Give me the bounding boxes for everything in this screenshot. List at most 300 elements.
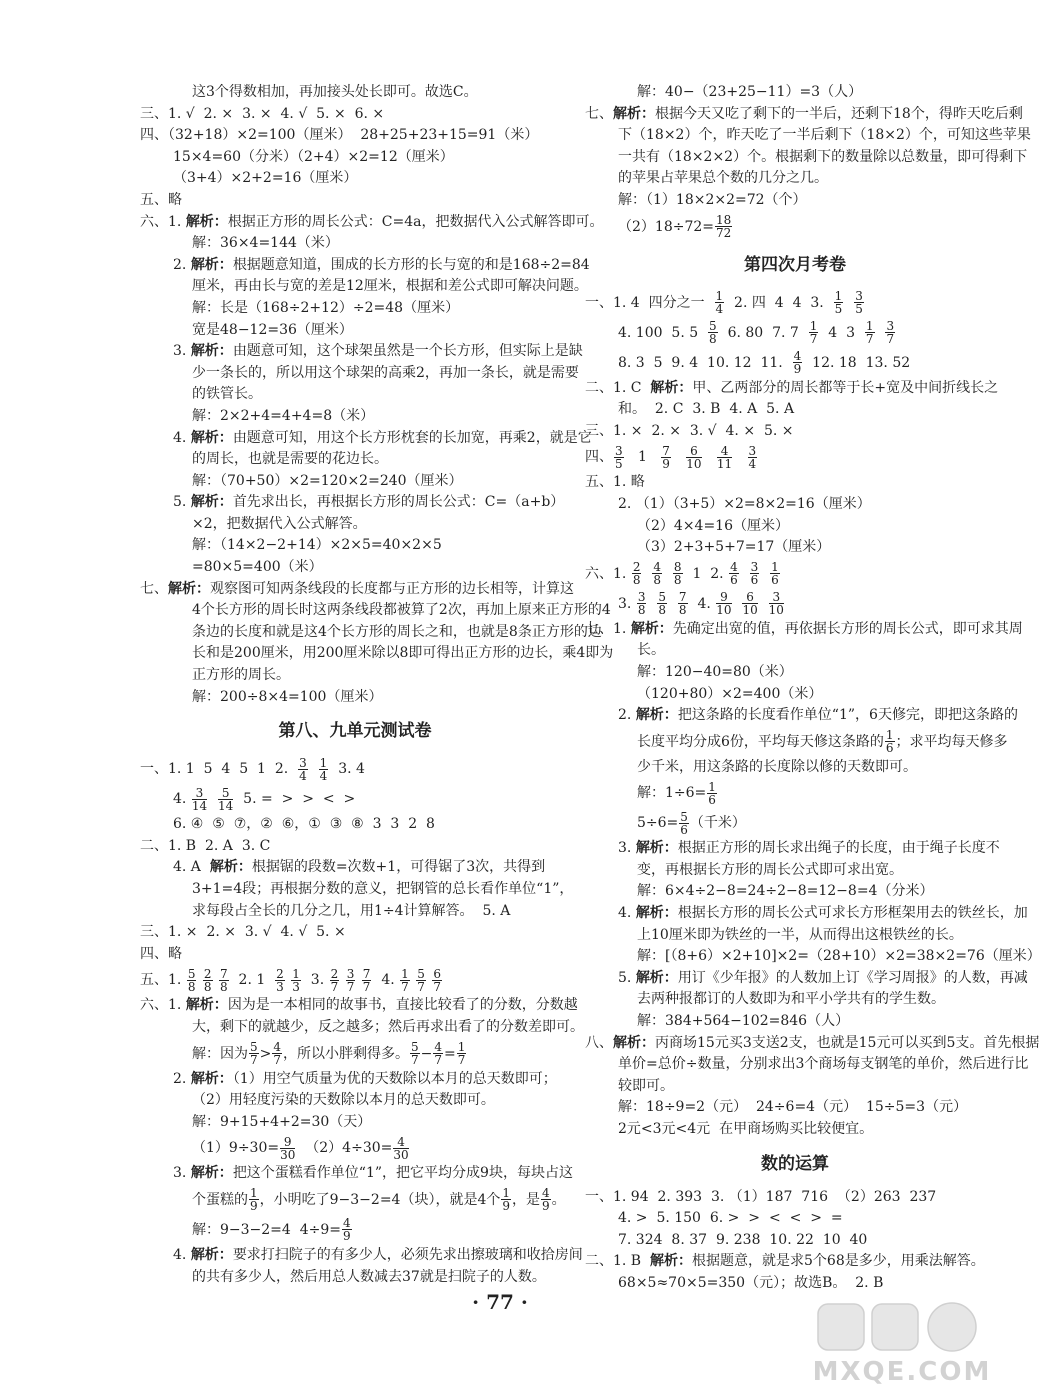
- text-line: [585, 684, 1005, 706]
- item-number: 七、: [585, 105, 613, 122]
- text-line: [140, 298, 570, 320]
- fraction-denominator: 10: [686, 456, 702, 471]
- watermark-logo: [812, 1300, 992, 1392]
- analysis-text: 丙商场15元买3支送2支，也就是15元可以买到5支。首先根据: [655, 1034, 1040, 1051]
- fraction-numerator: 9: [280, 1136, 295, 1149]
- fraction-denominator: 6: [730, 573, 738, 588]
- text-line: [140, 665, 570, 687]
- line-text: 解：[（8+6）×2+10]×2=（28+10）×2=38×2=76（厘米）: [637, 948, 1041, 965]
- text-line: [140, 901, 570, 923]
- fraction: [707, 781, 717, 806]
- fraction-denominator: 4: [299, 768, 307, 783]
- fraction-numerator: 4: [273, 1040, 282, 1055]
- line-text: 四、（32+18）×2=100（厘米） 28+25+23+15=91（米）: [140, 127, 539, 144]
- fraction-numerator: 3: [192, 787, 207, 800]
- fraction-denominator: 4: [748, 456, 757, 471]
- fraction-numerator: 4: [730, 560, 738, 575]
- line-text: [214, 972, 218, 988]
- text-line: [585, 472, 1005, 494]
- line-text: 7. 324 8. 37 9. 238 10. 22 10 40: [618, 1231, 868, 1248]
- text-line: [585, 1230, 1005, 1252]
- fraction-numerator: 1: [457, 1040, 466, 1055]
- fraction-denominator: 5: [615, 456, 623, 471]
- analysis-label: 解析：: [190, 1165, 233, 1182]
- fraction-numerator: 7: [678, 590, 687, 605]
- analysis-text: （1）用空气质量为优的天数除以本月的总天数即可；: [232, 1070, 557, 1087]
- line-text: [309, 761, 318, 777]
- line-text: 二、1. B 2. A 3. C: [140, 837, 271, 854]
- analysis-text: 把这条路的长度看作单位“1”，6天修完，即把这条路的: [677, 707, 1018, 724]
- line-text: （2）4÷30=: [296, 1140, 393, 1157]
- text-line: [585, 147, 1028, 169]
- fraction: [319, 757, 329, 782]
- text-line: [585, 589, 1005, 619]
- line-text: 4.: [372, 972, 400, 989]
- fraction-numerator: 2: [276, 966, 284, 981]
- text-line: [585, 1187, 1005, 1209]
- text-line: [140, 1039, 570, 1069]
- text-line: [585, 559, 1005, 589]
- analysis-label: 解析：: [635, 969, 678, 986]
- fraction-denominator: 10: [716, 603, 732, 618]
- svg-text:MXQE.COM: MXQE.COM: [812, 1357, 992, 1387]
- text-line: [140, 784, 570, 814]
- fraction: [673, 561, 683, 586]
- fraction-denominator: 8: [709, 332, 717, 347]
- text-line: [585, 378, 1005, 400]
- fraction: [410, 1041, 420, 1066]
- line-text: −: [420, 1045, 433, 1062]
- item-number: 5.: [173, 494, 191, 511]
- fraction-numerator: 4: [542, 1186, 550, 1201]
- line-text: 68×5≈70×5=350（元）；故选B。 2. B: [618, 1274, 884, 1291]
- line-text: 一共有（18×2×2）个。根据剩下的数量除以总数量，即可得剩下: [618, 148, 1028, 165]
- item-number: 2.: [173, 1070, 191, 1087]
- line-text: 解：6×4÷2−8=24÷2−8=12−8=4（分米）: [637, 883, 934, 900]
- line-text: （千米）: [689, 815, 746, 832]
- text-line: [585, 968, 1028, 990]
- text-line: [585, 757, 1005, 779]
- fraction: [400, 968, 410, 993]
- fraction-numerator: 9: [716, 591, 731, 604]
- fraction-denominator: 8: [653, 573, 661, 588]
- fraction: [729, 561, 739, 586]
- analysis-text: 由题意可知，这个球架虽然是一个长方形，但实际上是缺: [232, 343, 583, 360]
- line-text: 4 3: [819, 324, 864, 341]
- line-text: 解：120−40=80（米）: [637, 663, 793, 680]
- fraction-denominator: 5: [834, 302, 843, 317]
- analysis-text: 要求打扫院子的有多少人，必须先求出擦玻璃和收拾房间: [232, 1246, 583, 1263]
- analysis-label: 解析：: [635, 840, 678, 857]
- fraction-numerator: 3: [346, 966, 355, 981]
- fraction: [541, 1187, 551, 1212]
- fraction: [715, 290, 725, 315]
- item-number: 4.: [173, 429, 191, 446]
- line-text: 12. 18 13. 52: [803, 354, 911, 371]
- line-text: 单价=总价÷数量，分别求出3个商场每支钢笔的单价，然后进行比: [618, 1056, 1029, 1073]
- fraction-denominator: 7: [346, 979, 355, 994]
- text-line: [585, 838, 1005, 860]
- text-line: [140, 428, 592, 450]
- item-number: 七、1.: [585, 620, 631, 637]
- fraction: [330, 968, 340, 993]
- line-text: 3.: [618, 595, 636, 612]
- fraction: [272, 1041, 282, 1066]
- fraction: [652, 561, 662, 586]
- text-line: [140, 320, 570, 342]
- text-line: [585, 1208, 1005, 1230]
- fraction: [679, 811, 689, 836]
- text-line: [140, 687, 570, 709]
- text-line: [140, 1133, 570, 1163]
- fraction: [834, 290, 844, 315]
- text-line: [585, 1033, 1040, 1055]
- fraction-denominator: 7: [401, 979, 409, 994]
- line-text: 4个长方形的周长时这两条线段都被算了2次，再加上原来正方形的4: [192, 602, 611, 619]
- item-number: 2.: [618, 707, 636, 724]
- fraction: [748, 445, 758, 470]
- text-line: [140, 406, 570, 428]
- analysis-text: 用订《少年报》的人数加上订《学习周报》的人数，再减: [677, 969, 1028, 986]
- text-line: [140, 1017, 584, 1039]
- line-text: ，是: [512, 1191, 541, 1208]
- item-number: 3.: [618, 840, 636, 857]
- fraction-numerator: 5: [187, 966, 196, 981]
- fraction: [678, 591, 688, 616]
- analysis-label: 解析：: [635, 707, 678, 724]
- fraction: [614, 445, 624, 470]
- line-text: [733, 596, 742, 612]
- fraction-denominator: 7: [865, 332, 874, 347]
- fraction-numerator: 1: [250, 1186, 258, 1201]
- item-number: 2.: [173, 256, 191, 273]
- fraction: [501, 1187, 511, 1212]
- text-line: [140, 190, 570, 212]
- fraction: [717, 445, 732, 470]
- fraction: [203, 968, 213, 993]
- fraction-denominator: 7: [433, 979, 441, 994]
- line-text: [197, 972, 201, 988]
- fraction: [433, 1041, 443, 1066]
- fraction-numerator: 8: [673, 560, 682, 575]
- section-title: 第八、九单元测试卷: [278, 721, 432, 742]
- fraction: [793, 350, 803, 375]
- line-text: 条边的长度和就是这4个长方形的周长之和，也就是8条正方形的边: [192, 623, 602, 640]
- fraction: [865, 320, 875, 345]
- text-line: [585, 860, 1005, 882]
- text-line: [140, 471, 570, 493]
- analysis-text: 先确定出宽的值，再依据长方形的周长公式，即可求其周: [672, 620, 1023, 637]
- text-line: [585, 1076, 1005, 1098]
- line-text: 解：因为: [192, 1045, 248, 1062]
- line-text: 宽是48−12=36（厘米）: [192, 321, 353, 338]
- text-line: [140, 535, 570, 557]
- line-text: 2. （1）（3+5）×2=8×2=16（厘米）: [618, 495, 871, 512]
- fraction-numerator: 3: [748, 443, 757, 458]
- fraction-denominator: 3: [276, 979, 284, 994]
- line-text: [703, 449, 716, 465]
- text-line: [585, 537, 1005, 559]
- analysis-text: 甲、乙两部分的周长都等于长+宽及中间折线长之: [692, 379, 999, 396]
- fraction: [708, 320, 718, 345]
- line-text: [411, 972, 415, 988]
- fraction-denominator: 9: [542, 1199, 550, 1214]
- analysis-text: 首先求出长，再根据长方形的周长公式：C=（a+b）: [232, 494, 565, 511]
- line-text: [672, 449, 685, 465]
- text-line: [585, 125, 1031, 147]
- line-text: [356, 972, 360, 988]
- item-number: 六、1.: [140, 213, 186, 230]
- item-number: 3.: [173, 1165, 191, 1182]
- fraction-numerator: 1: [809, 319, 818, 334]
- line-text: （1）9÷30=: [192, 1140, 280, 1157]
- line-text: 解：1÷6=: [637, 785, 707, 802]
- line-text: 长。: [637, 642, 665, 659]
- text-line: [140, 168, 570, 190]
- line-text: 长和是200厘米，用200厘米除以8即可得出正方形的边长，乘4即为: [192, 645, 614, 662]
- line-text: 3. 4: [329, 761, 365, 778]
- text-line: [585, 318, 1005, 348]
- fraction-denominator: 7: [362, 979, 371, 994]
- analysis-label: 解析：: [190, 256, 233, 273]
- line-text: （3）2+3+5+7=17（厘米）: [637, 539, 831, 556]
- fraction-denominator: 6: [771, 573, 779, 588]
- fraction-denominator: 8: [673, 573, 682, 588]
- analysis-label: 解析：: [190, 429, 233, 446]
- line-text: （120+80）×2=400（米）: [637, 685, 823, 702]
- right-column: [585, 82, 1041, 1295]
- fraction-denominator: 8: [658, 603, 666, 618]
- fraction: [280, 1136, 295, 1161]
- analysis-text: 因为是一本相同的故事书，直接比较看了的分数，分数越: [227, 997, 578, 1014]
- analysis-text: 把这个蛋糕看作单位“1”，把它平均分成9块，每块占这: [232, 1165, 573, 1182]
- fraction-numerator: 7: [220, 966, 228, 981]
- text-line: [140, 82, 570, 104]
- analysis-text: 由题意可知，用这个长方形枕套的长加宽，再乘2，就是它: [232, 429, 592, 446]
- fraction-numerator: 5: [709, 319, 717, 334]
- section-title: 第四次月考卷: [744, 254, 846, 275]
- fraction: [854, 290, 864, 315]
- fraction: [219, 968, 229, 993]
- fraction-numerator: 4: [434, 1040, 443, 1055]
- analysis-text: 根据正方形的周长求出绳子的长度，由于绳子长度不: [677, 840, 1000, 857]
- fraction-denominator: 7: [330, 979, 339, 994]
- fraction-numerator: 4: [343, 1216, 351, 1231]
- fraction: [686, 445, 701, 470]
- fraction-denominator: 4: [715, 302, 724, 317]
- line-text: 解：200÷8×4=100（厘米）: [192, 688, 383, 705]
- line-text: 解：9+15+4+2=30（天）: [192, 1113, 372, 1130]
- fraction-denominator: 8: [632, 573, 641, 588]
- line-text: [668, 596, 677, 612]
- line-text: 三、1. × 2. × 3. √ 4. × 5. ×: [585, 422, 794, 439]
- text-line: [140, 1163, 573, 1185]
- fraction-numerator: 4: [393, 1136, 408, 1149]
- line-text: 解：长是（168÷2+12）÷2=48（厘米）: [192, 299, 460, 316]
- fraction: [885, 729, 895, 754]
- fraction-denominator: 4: [319, 768, 328, 783]
- fraction: [192, 787, 207, 812]
- text-line: [140, 579, 574, 601]
- analysis-text: 根据正方形的周长公式：C=4a，把数据代入公式解答即可。: [227, 213, 604, 230]
- line-text: [733, 449, 746, 465]
- text-line: [585, 1097, 1005, 1119]
- fraction: [750, 561, 760, 586]
- line-text: ；求平均每天修多: [895, 733, 1008, 750]
- line-text: 2元<3元<4元 在甲商场购买比较便宜。: [618, 1121, 874, 1137]
- item-number: 二、1. C: [585, 379, 651, 396]
- fraction-denominator: 6: [680, 822, 688, 837]
- fraction-denominator: 7: [273, 1053, 282, 1068]
- fraction: [362, 968, 372, 993]
- fraction-numerator: 3: [299, 755, 307, 770]
- item-number: 二、1. B: [585, 1253, 650, 1270]
- item-number: 七、: [140, 580, 168, 597]
- analysis-label: 解析：: [650, 1253, 692, 1270]
- text-line: [140, 449, 570, 471]
- fraction: [275, 968, 285, 993]
- fraction-denominator: 14: [218, 798, 234, 813]
- text-line: [140, 212, 604, 234]
- fraction-numerator: 1: [401, 966, 409, 981]
- text-line: [140, 363, 579, 385]
- analysis-text: 根据长方形的周长公式可求长方形框架用去的铁丝长，加: [677, 905, 1028, 922]
- line-text: [844, 295, 853, 311]
- fraction: [716, 591, 731, 616]
- fraction-numerator: 5: [250, 1040, 258, 1055]
- text-line: [140, 944, 570, 966]
- fraction-denominator: 7: [457, 1053, 466, 1068]
- analysis-label: 解析：: [613, 1034, 655, 1051]
- text-line: [140, 104, 570, 126]
- line-text: 解：384+564−102=846（人）: [637, 1013, 850, 1030]
- line-text: 4.: [688, 595, 716, 612]
- text-line: [140, 1185, 570, 1215]
- text-line: [140, 1090, 570, 1112]
- text-line: [585, 168, 1005, 190]
- line-text: 变，再根据长方形的周长公式即可求出宽。: [637, 861, 903, 878]
- fraction: [218, 787, 233, 812]
- line-text: 15×4=60（分米）（2+4）×2=12（厘米）: [173, 148, 454, 165]
- line-text: 3.: [301, 972, 329, 989]
- text-line: [585, 1119, 1005, 1141]
- line-text: 解：（1）18×2×2=72（个）: [618, 191, 807, 208]
- fraction-numerator: 3: [769, 591, 784, 604]
- fraction: [637, 591, 647, 616]
- text-line: [140, 1112, 570, 1134]
- fraction-numerator: 3: [855, 289, 863, 304]
- line-text: 4. > 5. 150 6. > > < < > =: [618, 1210, 843, 1227]
- text-line: [585, 82, 1005, 104]
- fraction-numerator: 1: [708, 779, 716, 794]
- fraction-denominator: 8: [220, 979, 228, 994]
- line-text: 解：（70+50）×2=120×2=240（厘米）: [192, 472, 463, 489]
- fraction-numerator: 6: [686, 445, 701, 458]
- fraction-denominator: 6: [750, 573, 759, 588]
- fraction-denominator: 9: [250, 1199, 258, 1214]
- text-line: [140, 857, 570, 879]
- fraction-numerator: 4: [653, 560, 661, 575]
- text-line: [140, 922, 570, 944]
- line-text: 四、: [585, 449, 613, 466]
- analysis-label: 解析：: [190, 343, 233, 360]
- fraction: [249, 1041, 259, 1066]
- text-line: [140, 879, 574, 901]
- line-text: 四、略: [140, 945, 182, 962]
- line-text: 和。 2. C 3. B 4. A 5. A: [618, 401, 795, 418]
- fraction-denominator: 8: [203, 979, 212, 994]
- fraction-denominator: 9: [502, 1199, 511, 1214]
- line-text: （2）用轻度污染的天数除以本月的总天数即可。: [192, 1092, 495, 1109]
- line-text: 一、1. 4 四分之一: [585, 294, 714, 311]
- text-line: [585, 619, 1023, 641]
- fraction-numerator: 3: [637, 590, 646, 605]
- fraction-numerator: 7: [362, 966, 371, 981]
- fraction-numerator: 3: [886, 319, 895, 334]
- text-line: [585, 705, 1018, 727]
- text-line: [585, 421, 1005, 443]
- fraction-denominator: 5: [855, 302, 863, 317]
- fraction: [249, 1187, 259, 1212]
- text-line: [140, 600, 611, 622]
- fraction-numerator: 7: [662, 443, 670, 458]
- line-text: 的苹果占苹果总个数的几分之几。: [618, 170, 828, 187]
- text-line: [585, 1054, 1029, 1076]
- text-line: [585, 881, 1005, 903]
- fraction-denominator: 7: [809, 332, 818, 347]
- line-text: 的周长，也就是需要的花边长。: [192, 451, 388, 468]
- text-line: [140, 836, 570, 858]
- line-text: 较即可。: [618, 1077, 674, 1094]
- fraction-numerator: 4: [717, 445, 732, 458]
- fraction-numerator: 6: [742, 591, 757, 604]
- line-text: 少一条长的，所以用这个球架的高乘2，再加一条长，就是需要: [192, 364, 579, 381]
- line-text: [759, 596, 768, 612]
- line-text: [760, 566, 769, 582]
- fraction-denominator: 72: [716, 226, 732, 241]
- line-text: 。: [551, 1191, 566, 1208]
- text-line: [585, 808, 1005, 838]
- page-number: · 77 ·: [472, 1290, 528, 1314]
- line-text: 5. = > > < >: [234, 791, 356, 808]
- line-text: 去两种报都订的人数即为和平小学共有的学生数。: [637, 991, 945, 1008]
- fraction: [661, 445, 671, 470]
- fraction: [416, 968, 426, 993]
- line-text: 一、1. 1 5 4 5 1 2.: [140, 761, 298, 778]
- line-text: 5÷6=: [637, 815, 679, 832]
- line-text: 的共有多少人，然后用总人数减去37就是扫院子的人数。: [192, 1268, 546, 1285]
- fraction-denominator: 9: [662, 456, 670, 471]
- line-text: 一、1. 94 2. 393 3. （1）187 716 （2）263 237: [585, 1188, 937, 1205]
- text-line: [585, 925, 1005, 947]
- item-number: 4. A: [173, 859, 210, 876]
- fraction-numerator: 1: [771, 560, 779, 575]
- fraction: [885, 320, 895, 345]
- line-text: [340, 972, 344, 988]
- fraction-numerator: 1: [319, 755, 328, 770]
- line-text: [642, 566, 651, 582]
- text-line: [140, 125, 570, 147]
- fraction: [457, 1041, 467, 1066]
- analysis-text: 根据今天又吃了剩下的一半后，还剩下18个，得昨天吃后剩: [655, 105, 1023, 122]
- text-line: [585, 288, 1005, 318]
- line-text: 少千米，用这条路的长度除以修的天数即可。: [637, 758, 917, 775]
- analysis-text: 根据题意知道，围成的长方形的长与宽的和是168÷2=84: [232, 256, 590, 273]
- text-line: [585, 348, 1005, 378]
- text-line: [140, 754, 570, 784]
- fraction-denominator: 14: [191, 798, 208, 813]
- fraction-numerator: 3: [750, 560, 759, 575]
